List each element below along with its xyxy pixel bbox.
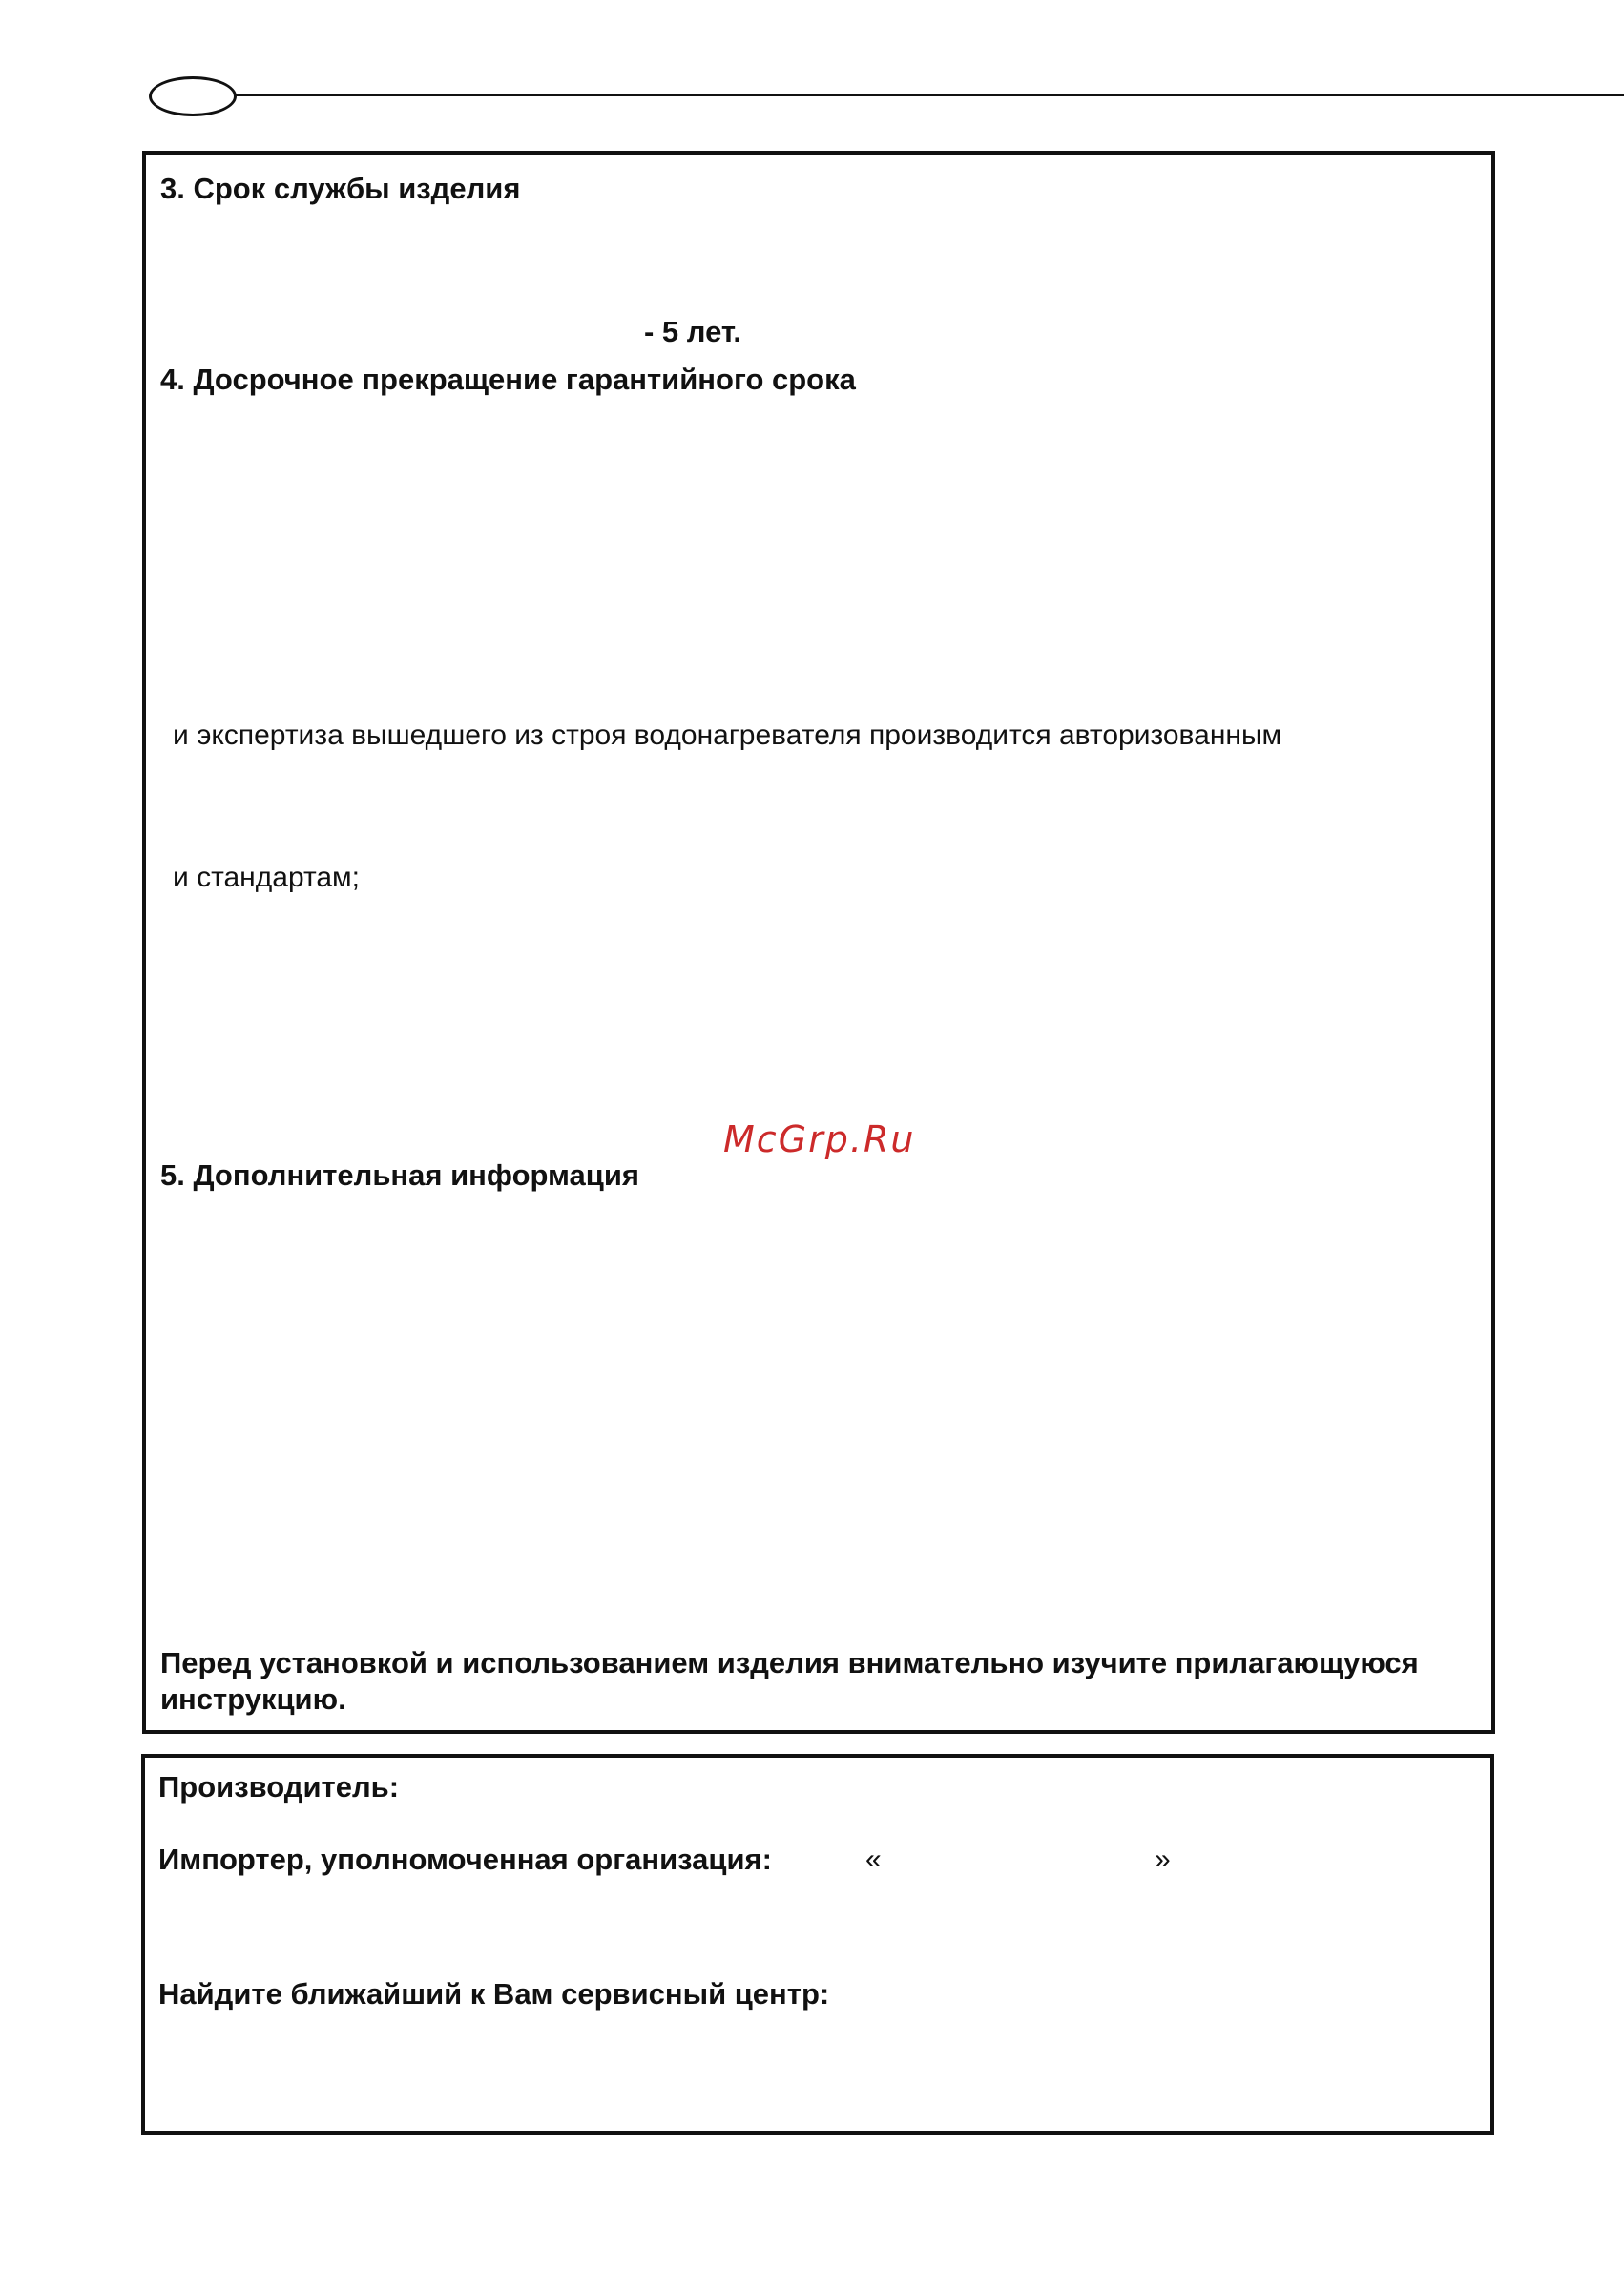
section-4-title: 4. Досрочное прекращение гарантийного срока <box>160 363 856 396</box>
section-4-text-line-1: и экспертиза вышедшего из строя водонагревателя производится авторизованным <box>173 719 1282 751</box>
watermark: McGrp.Ru <box>723 1118 916 1160</box>
section-4-text-line-2: и стандартам; <box>173 862 361 893</box>
quote-close: » <box>1155 1844 1171 1875</box>
header-rule <box>235 94 1624 96</box>
notice-line-1: Перед установкой и использованием изделия внимательно изучите прилагающуюся <box>160 1646 1419 1679</box>
service-center-label: Найдите ближайший к Вам сервисный центр: <box>158 1977 830 2011</box>
section-5-title: 5. Дополнительная информация <box>160 1158 639 1192</box>
manufacturer-label: Производитель: <box>158 1770 400 1804</box>
notice-line-2: инструкцию. <box>160 1682 346 1716</box>
quote-open: « <box>865 1844 882 1875</box>
section-3-title: 3. Срок службы изделия <box>160 172 521 205</box>
contacts-box <box>141 1754 1494 2135</box>
importer-label: Импортер, уполномоченная организация: <box>158 1843 772 1876</box>
service-life-value: - 5 лет. <box>644 315 741 348</box>
page-number-oval <box>149 76 237 116</box>
